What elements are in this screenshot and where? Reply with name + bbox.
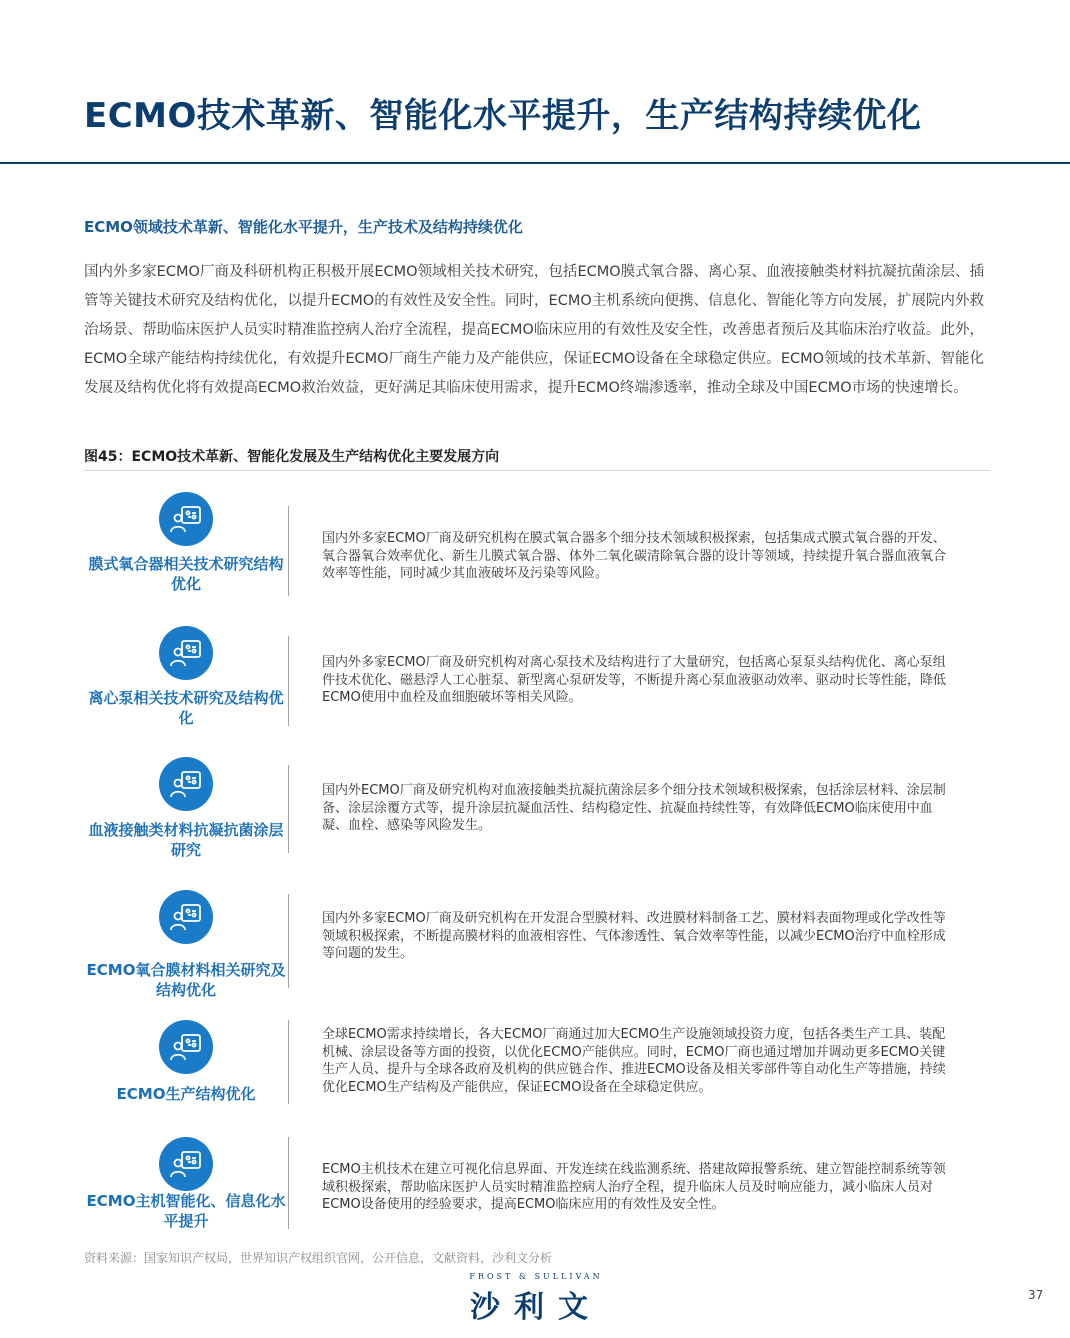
section-heading: ECMO领域技术革新、智能化水平提升，生产技术及结构持续优化: [84, 218, 523, 236]
item-label: ECMO氧合膜材料相关研究及结构优化: [86, 961, 286, 999]
item-label: 膜式氧合器相关技术研究结构优化: [88, 555, 284, 593]
item-divider: [288, 1137, 289, 1229]
source-note: 资料来源：国家知识产权局，世界知识产权组织官网，公开信息，文献资料，沙利文分析: [84, 1251, 553, 1265]
research-icon: [159, 890, 213, 944]
research-icon: [159, 626, 213, 680]
item-description: 国内外多家ECMO厂商及研究机构对离心泵技术及结构进行了大量研究，包括离心泵泵头结构优化、离心泵组件技术优化、磁悬浮人工心脏泵、新型离心泵研发等，不断提升离心泵血液驱动效率、驱动时长等性能，降低ECMO使用中血栓及血细胞破坏等相关风险。: [322, 655, 947, 705]
brand-logo-en: FROST & SULLIVAN: [469, 1272, 603, 1281]
item-divider: [288, 765, 289, 853]
page-number: 37: [1028, 1288, 1044, 1302]
item-description: 国内外ECMO厂商及研究机构对血液接触类抗凝抗菌涂层多个细分技术领域积极探索，包括涂层材料、涂层制备、涂层涂覆方式等，提升涂层抗凝血活性、结构稳定性、抗凝血持续性等，有效降低ECMO临床使用中血凝、血栓、感染等风险发生。: [322, 783, 946, 833]
figure-caption: 图45：ECMO技术革新、智能化发展及生产结构优化主要发展方向: [84, 449, 500, 465]
item-divider: [288, 636, 289, 726]
item-description: ECMO主机技术在建立可视化信息界面、开发连续在线监测系统、搭建故障报警系统、建立智能控制系统等领域积极探索，帮助临床医护人员实时精准监控病人治疗全程，提升临床人员及时响应能力，减小临床人员对ECMO设备使用的经验要求，提高ECMO临床应用的有效性及安全性。: [322, 1162, 946, 1212]
item-divider: [288, 894, 289, 988]
item-label: ECMO生产结构优化: [116, 1085, 256, 1103]
research-icon: [159, 757, 213, 811]
item-label: ECMO主机智能化、信息化水平提升: [86, 1192, 286, 1230]
item-divider: [288, 506, 289, 596]
item-label: 血液接触类材料抗凝抗菌涂层研究: [88, 821, 284, 859]
page-title: ECMO技术革新、智能化水平提升，生产结构持续优化: [84, 96, 922, 136]
intro-paragraph: 国内外多家ECMO厂商及科研机构正积极开展ECMO领域相关技术研究，包括ECMO膜式氧合器、离心泵、血液接触类材料抗凝抗菌涂层、插管等关键技术研究及结构优化，以提升ECMO的有效性及安全性。同时，ECMO主机系统向便携、信息化、智能化等方向发展，扩展院内外救治场景、帮助临床医护人员实时精准监控病人治疗全流程，提高ECMO临床应用的有效性及安全性，改善患者预后及其临床治疗收益。此外，ECMO全球产能结构持续优化，有效提升ECMO厂商生产能力及产能供应，保证ECMO设备在全球稳定供应。ECMO领域的技术革新、智能化发展及结构优化将有效提高ECMO救治效益，更好满足其临床使用需求，提升ECMO终端渗透率，推动全球及中国ECMO市场的快速增长。: [84, 264, 984, 396]
item-description: 国内外多家ECMO厂商及研究机构在开发混合型膜材料、改进膜材料制备工艺、膜材料表面物理或化学改性等领域积极探索，不断提高膜材料的血液相容性、气体渗透性、氧合效率等性能，以减少ECMO治疗中血栓形成等问题的发生。: [322, 911, 946, 961]
research-icon: [159, 1020, 213, 1074]
item-label: 离心泵相关技术研究及结构优化: [88, 689, 284, 727]
item-divider: [288, 1020, 289, 1104]
item-description: 全球ECMO需求持续增长，各大ECMO厂商通过加大ECMO生产设施领域投资力度，包括各类生产工具、装配机械、涂层设备等方面的投资，以优化ECMO产能供应。同时，ECMO厂商也通过增加并调动更多ECMO关键生产人员、提升与全球各政府及机构的供应链合作、推进ECMO设备及相关零部件等自动化生产等措施，持续优化ECMO生产结构及产能供应，保证ECMO设备在全球稳定供应。: [322, 1027, 946, 1095]
title-divider: [0, 162, 1070, 164]
item-description: 国内外多家ECMO厂商及研究机构在膜式氧合器多个细分技术领域积极探索，包括集成式膜式氧合器的开发、氧合器氧合效率优化、新生儿膜式氧合器、体外二氧化碳清除氧合器的设计等领域，持续提升氧合器血液氧合效率等性能，同时减少其血液破坏及污染等风险。: [322, 531, 947, 581]
caption-divider: [84, 470, 990, 471]
research-icon: [159, 492, 213, 546]
research-icon: [159, 1137, 213, 1191]
brand-logo-cn: 沙利文: [470, 1290, 602, 1325]
